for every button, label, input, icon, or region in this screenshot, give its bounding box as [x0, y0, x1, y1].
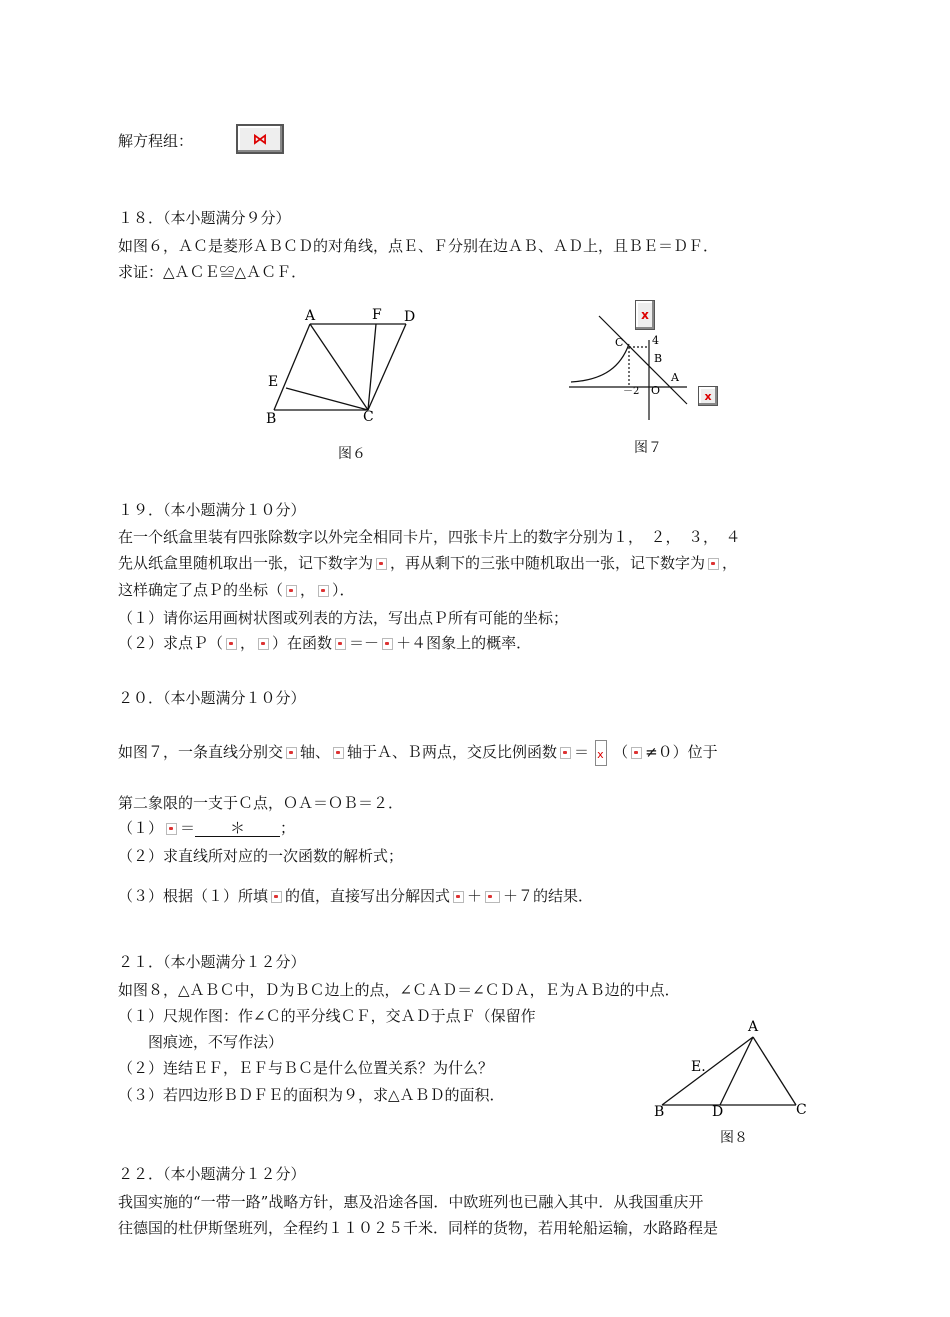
q19-line2c: ，: [722, 554, 738, 572]
q19-line2a: 先从纸盒里随机取出一张，记下数字为: [118, 554, 374, 572]
q19-header: １９．（本小题满分１０分）: [118, 501, 306, 519]
fig8-label-b: B: [654, 1104, 665, 1120]
math-x-icon: [226, 638, 237, 650]
q20-p1b: ＝: [180, 819, 196, 837]
fig8-caption: 图８: [720, 1130, 748, 1146]
q21-p1b: 图痕迹，不写作法）: [148, 1033, 284, 1051]
fig6-caption: 图６: [338, 446, 366, 462]
q21-p1a: （１）尺规作图：作∠Ｃ的平分线ＣＦ，交ＡＤ于点Ｆ（保留作: [118, 1007, 536, 1025]
q19-line2: [118, 553, 737, 573]
q22-header: ２２．（本小题满分１２分）: [118, 1165, 306, 1183]
q19-line2b: ，再从剩下的三张中随机取出一张，记下数字为: [390, 554, 706, 572]
q20-p3a: （３）根据（１）所填: [118, 887, 269, 905]
math-k-icon: [271, 891, 282, 903]
q18-header: １８．（本小题满分９分）: [118, 209, 291, 227]
q19-line3c: ）．: [332, 581, 355, 599]
math-y-icon: [258, 638, 269, 650]
q19-line1: 在一个纸盒里装有四张除数字以外完全相同卡片，四张卡片上的数字分别为１， ２， ３， ４: [118, 528, 741, 546]
q19-p2: [118, 633, 531, 653]
fig7-broken-image-right: x: [698, 386, 718, 406]
math-term-icon: [485, 891, 500, 903]
q19-p2b: ，: [240, 634, 256, 652]
q20-p1a: （１）: [118, 819, 164, 837]
q18-line1: 如图６，ＡＣ是菱形ＡＢＣＤ的对角线，点Ｅ、Ｆ分别在边ＡＢ、ＡＤ上，且ＢＥ＝ＤＦ．: [118, 237, 719, 255]
fig7-label-4: 4: [652, 334, 659, 347]
q22-line1: 我国实施的“一带一路”战略方针，惠及沿途各国．中欧班列也已融入其中．从我国重庆开: [118, 1193, 704, 1211]
q19-p1: （１）请你运用画树状图或列表的方法，写出点Ｐ所有可能的坐标；: [118, 609, 569, 627]
q21-line1: 如图８，△ＡＢＣ中，Ｄ为ＢＣ边上的点，∠ＣＡＤ＝∠ＣＤＡ，Ｅ为ＡＢ边的中点．: [118, 981, 680, 999]
q18-line2: 求证：△ＡＣＥ≌△ＡＣＦ．: [118, 263, 307, 281]
figure-7: [565, 310, 695, 420]
fig6-label-e: E: [268, 374, 279, 390]
q20-line1a: 如图７，一条直线分别交: [118, 743, 284, 761]
math-y-icon: [318, 585, 329, 597]
q19-line3a: 这样确定了点Ｐ的坐标（: [118, 581, 284, 599]
fig6-label-a: A: [305, 308, 316, 324]
fig8-label-e: E.: [691, 1059, 706, 1075]
q20-p3: [118, 886, 593, 906]
math-x-icon: [286, 747, 297, 759]
q21-header: ２１．（本小题满分１２分）: [118, 953, 306, 971]
q20-p3b: 的值，直接写出分解因式: [285, 887, 451, 905]
q19-p2e: ＋４图象上的概率．: [396, 634, 532, 652]
fig8-label-d: D: [712, 1104, 724, 1120]
q17-prefix: 解方程组：: [118, 132, 194, 150]
fig7-label-o: O: [651, 384, 661, 397]
q19-p2c: ）在函数: [272, 634, 333, 652]
math-y-icon: [333, 747, 344, 759]
q20-p1: [118, 818, 295, 838]
fraction-k-over-x-icon: x: [595, 740, 607, 766]
math-k-icon: [166, 823, 177, 835]
answer-blank: ＊: [195, 820, 280, 837]
fig7-label-neg2: －2: [623, 386, 640, 397]
math-k-icon: [631, 747, 642, 759]
q20-line2: 第二象限的一支于Ｃ点，ＯＡ＝ＯＢ＝２．: [118, 794, 404, 812]
q20-p3c: ＋: [467, 887, 483, 905]
q22-line2: 往德国的杜伊斯堡班列，全程约１１０２５千米．同样的货物，若用轮船运输，水路路程是: [118, 1219, 719, 1237]
fig7-broken-image-top: x: [635, 300, 655, 330]
q20-line1f: ≠０）位于: [645, 743, 718, 761]
fig8-label-c: C: [796, 1102, 807, 1118]
q19-p2a: （２）求点Ｐ（: [118, 634, 224, 652]
q20-line1b: 轴、: [300, 743, 331, 761]
fig7-caption: 图７: [634, 440, 662, 456]
figure-8: [648, 1015, 818, 1125]
q19-line3b: ，: [300, 581, 316, 599]
q21-p2: （２）连结ＥＦ，ＥＦ与ＢＣ是什么位置关系？为什么？: [118, 1059, 494, 1077]
q20-line1e: （: [613, 743, 629, 761]
fig6-label-b: B: [266, 411, 277, 427]
fig6-label-f: F: [372, 307, 382, 323]
fig7-label-a: A: [671, 371, 679, 384]
math-y-icon: [560, 747, 571, 759]
fig8-label-a: A: [748, 1019, 759, 1035]
math-y-icon: [335, 638, 346, 650]
q20-p2: （２）求直线所对应的一次函数的解析式；: [118, 847, 404, 865]
math-x-squared-icon: [453, 891, 464, 903]
fig7-label-b: B: [654, 352, 663, 365]
fig6-label-d: D: [404, 309, 416, 325]
math-x-icon: [382, 638, 393, 650]
q20-line1d: ＝: [574, 743, 590, 761]
math-y-icon: [708, 558, 719, 570]
q21-p3: （３）若四边形ＢＤＦＥ的面积为９，求△ＡＢＤ的面积．: [118, 1086, 505, 1104]
figure-6: [260, 300, 430, 430]
q19-line3: [118, 580, 355, 600]
q20-p3d: ＋７的结果．: [503, 887, 594, 905]
math-x-icon: [286, 585, 297, 597]
fig6-label-c: C: [363, 409, 374, 425]
q20-header: ２０．（本小题满分１０分）: [118, 689, 306, 707]
math-x-icon: [376, 558, 387, 570]
q20-line1: [118, 740, 718, 766]
q20-p1c: ；: [280, 819, 296, 837]
q20-line1c: 轴于Ａ、Ｂ两点，交反比例函数: [347, 743, 558, 761]
equation-system-image: ⋈: [236, 124, 284, 154]
q19-p2d: ＝－: [349, 634, 380, 652]
fig7-label-c: C: [615, 336, 624, 349]
